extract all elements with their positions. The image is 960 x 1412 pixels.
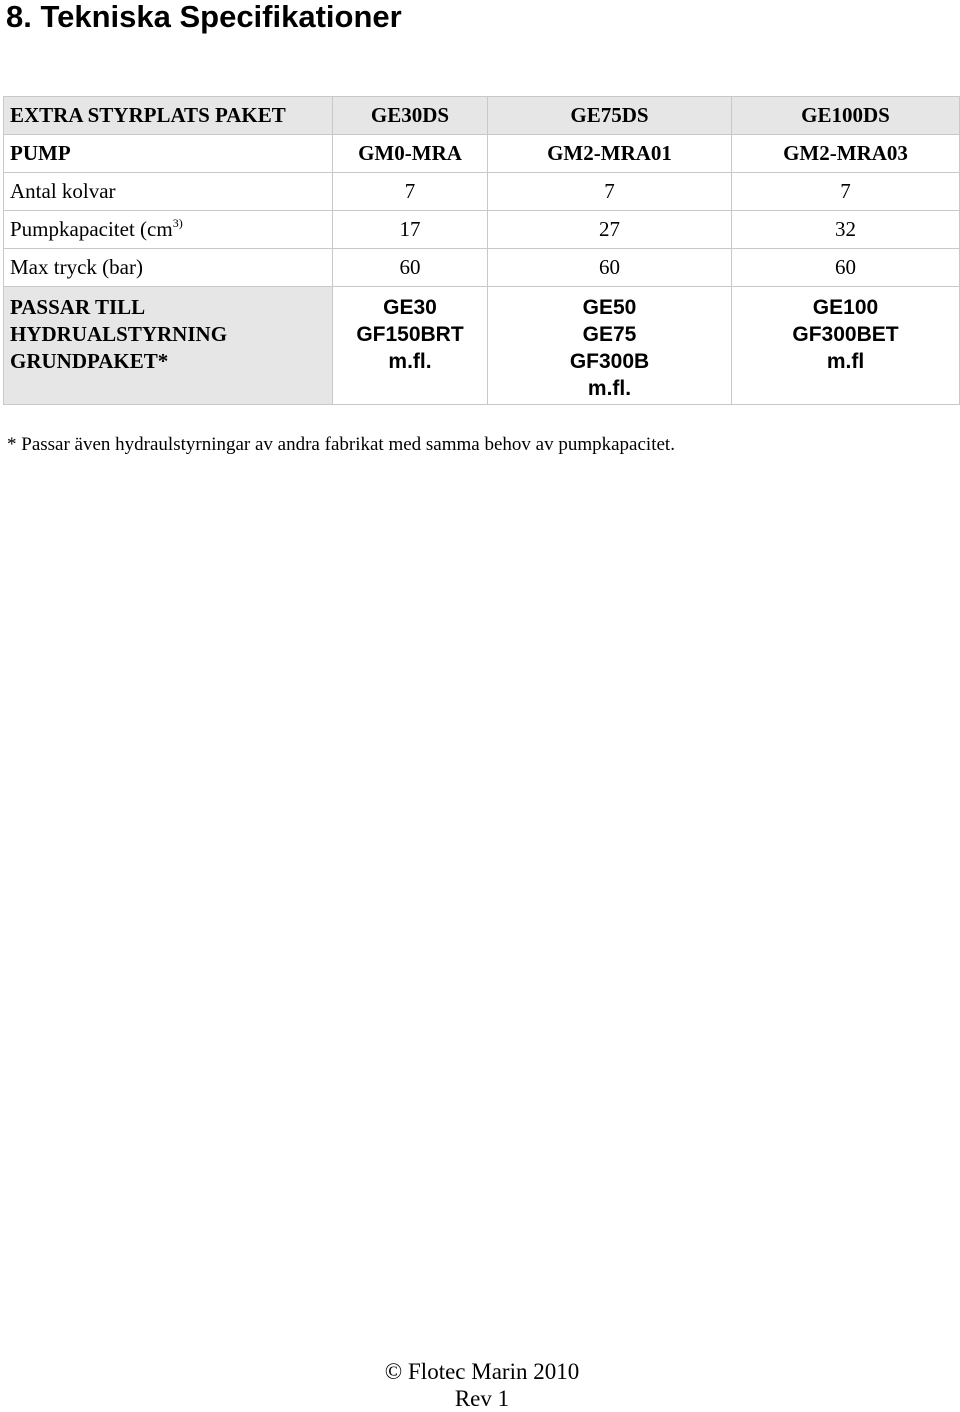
row-label-pressure: Max tryck (bar) <box>4 249 333 287</box>
table-row-pressure <box>4 249 960 287</box>
compat-model: GE50 <box>582 296 637 319</box>
page-heading: 8. Tekniska Specifikationer <box>6 0 402 34</box>
row-label-pump: PUMP <box>4 135 333 173</box>
cell-pistons-2: 7 <box>488 173 732 211</box>
compat-model: GE30 <box>383 296 437 319</box>
header-cell-ge100ds: GE100DS <box>732 97 960 135</box>
cell-compat-1 <box>333 287 488 405</box>
cell-pump-3: GM2-MRA03 <box>732 135 960 173</box>
compat-model: GF300BET <box>792 323 899 346</box>
compat-model: GF150BRT <box>356 323 464 346</box>
compat-label-line: HYDRUALSTYRNING <box>10 322 228 346</box>
compat-model: GE100 <box>812 296 879 319</box>
table-header-row <box>4 97 960 135</box>
compat-model: m.fl <box>826 350 865 373</box>
row-label-compatibility <box>4 287 333 405</box>
compat-label-line: PASSAR TILL <box>10 295 146 319</box>
compat-model: m.fl. <box>388 350 432 373</box>
cell-compat-2 <box>488 287 732 405</box>
row-label-pistons: Antal kolvar <box>4 173 333 211</box>
compat-model: m.fl. <box>587 377 632 400</box>
cell-capacity-2: 27 <box>488 211 732 249</box>
footer-company: Flotec Marin 2010 <box>408 1359 580 1384</box>
compat-model: GF300B <box>569 350 650 373</box>
footer-revision: Rev 1 <box>454 1386 510 1411</box>
cell-pressure-3: 60 <box>732 249 960 287</box>
compat-label-line: GRUNDPAKET* <box>10 349 169 373</box>
cell-capacity-1: 17 <box>333 211 488 249</box>
cell-pump-2: GM2-MRA01 <box>488 135 732 173</box>
header-cell-package: EXTRA STYRPLATS PAKET <box>4 97 333 135</box>
cell-pistons-3: 7 <box>732 173 960 211</box>
cell-pressure-2: 60 <box>488 249 732 287</box>
cell-pump-1: GM0-MRA <box>333 135 488 173</box>
row-label-capacity <box>4 211 333 249</box>
copyright-icon: © <box>384 1359 403 1384</box>
footer-line-copyright <box>0 1358 960 1385</box>
footnote: * Passar även hydraulstyrningar av andra fabrikat med samma behov av pumpkapacitet. <box>7 434 675 455</box>
cell-capacity-3: 32 <box>732 211 960 249</box>
table-row-capacity <box>4 211 960 249</box>
compat-model: GE75 <box>582 323 637 346</box>
header-cell-ge75ds: GE75DS <box>488 97 732 135</box>
capacity-label-sup: 3) <box>172 216 183 230</box>
cell-compat-3 <box>732 287 960 405</box>
page-footer <box>0 1358 960 1412</box>
capacity-label-text: Pumpkapacitet (cm <box>10 217 173 241</box>
header-cell-ge30ds: GE30DS <box>333 97 488 135</box>
cell-pistons-1: 7 <box>333 173 488 211</box>
table-row-pump <box>4 135 960 173</box>
table-row-pistons <box>4 173 960 211</box>
table-row-compatibility <box>4 287 960 405</box>
cell-pressure-1: 60 <box>333 249 488 287</box>
spec-table <box>3 96 960 405</box>
